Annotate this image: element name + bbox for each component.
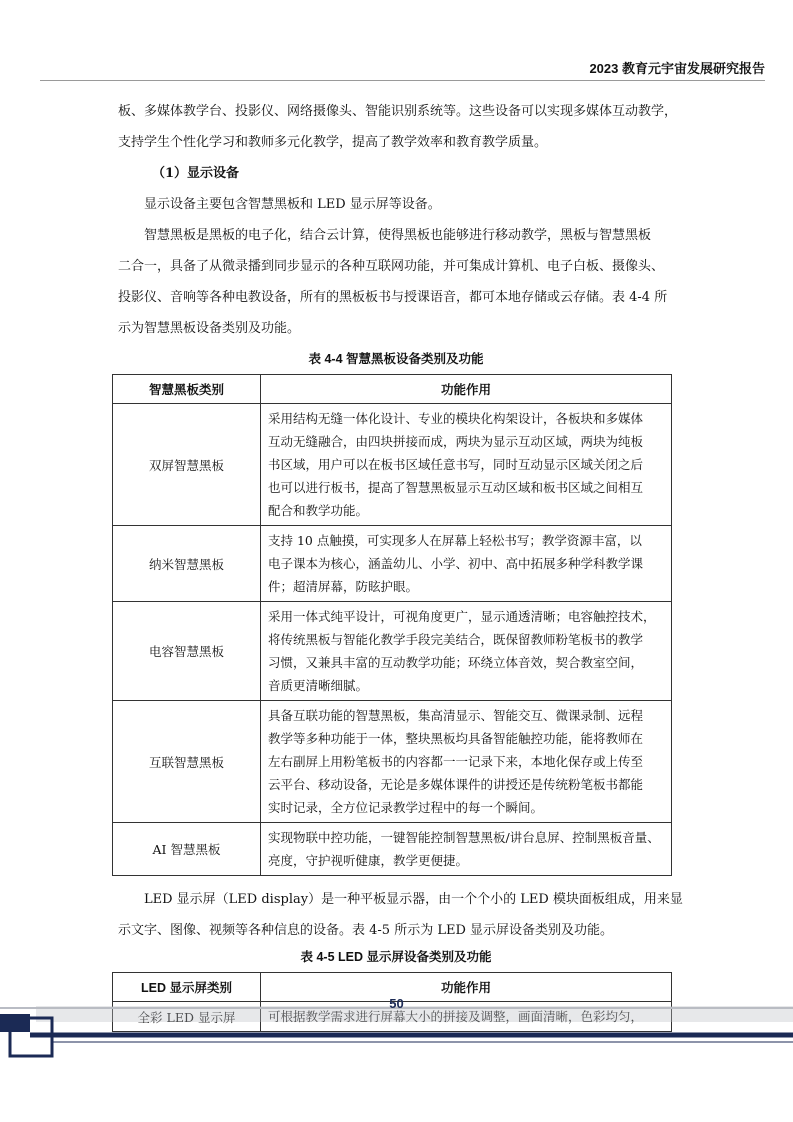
running-header-title: 2023 教育元宇宙发展研究报告 xyxy=(589,61,765,76)
table-4-4-body xyxy=(113,404,672,876)
table-row xyxy=(113,823,672,876)
cell-line: 书区域，用户可以在板书区域任意书写，同时互动显示区域关闭之后 xyxy=(268,457,644,472)
cell-line: 具备互联功能的智慧黑板，集高清显示、智能交互、微课录制、远程 xyxy=(268,708,644,723)
cell-line: 互动无缝融合，由四块拼接而成，两块为显示互动区域，两块为纯板 xyxy=(268,434,644,449)
header-rule xyxy=(40,80,765,81)
page-body xyxy=(118,96,683,1032)
function-cell xyxy=(261,701,672,823)
cell-line: 支持 10 点触摸，可实现多人在屏幕上轻松书写；教学资源丰富，以 xyxy=(268,533,642,548)
paragraph-line: 投影仪、音响等各种电教设备，所有的黑板板书与授课语音，都可本地存储或云存储。表 4-4 所 xyxy=(118,290,668,305)
table-4-5-caption: 表 4-5 LED 显示屏设备类别及功能 xyxy=(300,950,492,964)
function-cell xyxy=(261,404,672,526)
paragraph-line: 支持学生个性化学习和教师多元化教学，提高了教学效率和教育教学质量。 xyxy=(118,135,548,150)
cell-line: 配合和教学功能。 xyxy=(268,503,369,518)
category-cell: 互联智慧黑板 xyxy=(113,701,261,823)
column-header: 功能作用 xyxy=(261,973,672,1002)
cell-line: 实现物联中控功能，一键智能控制智慧黑板/讲台息屏、控制黑板音量、 xyxy=(268,830,660,845)
paragraph-line: LED 显示屏（LED display）是一种平板显示器，由一个个小的 LED 模块面板组成，用来显 xyxy=(144,892,683,907)
cell-line: 教学等多种功能于一体，整块黑板均具备智能触控功能，能将教师在 xyxy=(268,731,644,746)
cell-line: 件；超清屏幕，防眩护眼。 xyxy=(268,579,419,594)
paragraph-line: 示为智慧黑板设备类别及功能。 xyxy=(118,321,301,336)
cell-line: 将传统黑板与智能化教学手段完美结合，既保留教师粉笔板书的教学 xyxy=(268,632,644,647)
category-cell: 双屏智慧黑板 xyxy=(113,404,261,526)
paragraph-line: 示文字、图像、视频等各种信息的设备。表 4-5 所示为 LED 显示屏设备类别及功能。 xyxy=(118,923,614,938)
cell-line: 也可以进行板书，提高了智慧黑板显示互动区域和板书区域之间相互 xyxy=(268,480,644,495)
category-cell: 全彩 LED 显示屏 xyxy=(113,1002,261,1032)
cell-line: 音质更清晰细腻。 xyxy=(268,678,369,693)
section-subheading: （1）显示设备 xyxy=(152,166,240,181)
column-header: LED 显示屏类别 xyxy=(113,973,261,1002)
table-row xyxy=(113,526,672,602)
category-cell: 电容智慧黑板 xyxy=(113,602,261,701)
page-number: 50 xyxy=(389,996,404,1011)
cell-line: 左右副屏上用粉笔板书的内容都一一记录下来，本地化保存或上传至 xyxy=(268,754,644,769)
paragraph-line: 二合一，具备了从微录播到同步显示的各种互联网功能，并可集成计算机、电子白板、摄像头、 xyxy=(118,259,665,274)
cell-line: 采用结构无缝一体化设计、专业的模块化构架设计，各板块和多媒体 xyxy=(268,411,644,426)
table-row xyxy=(113,602,672,701)
cell-line: 实时记录，全方位记录教学过程中的每一个瞬间。 xyxy=(268,800,544,815)
cell-line: 电子课本为核心，涵盖幼儿、小学、初中、高中拓展多种学科教学课 xyxy=(268,556,644,571)
function-cell xyxy=(261,823,672,876)
category-cell: AI 智慧黑板 xyxy=(113,823,261,876)
cell-line: 云平台、移动设备，无论是多媒体课件的讲授还是传统粉笔板书都能 xyxy=(268,777,644,792)
column-header: 功能作用 xyxy=(261,375,672,404)
table-row xyxy=(113,701,672,823)
paragraph-line: 显示设备主要包含智慧黑板和 LED 显示屏等设备。 xyxy=(144,197,441,212)
table-4-4-caption: 表 4-4 智慧黑板设备类别及功能 xyxy=(308,352,484,366)
cell-line: 亮度，守护视听健康，教学更便捷。 xyxy=(268,853,469,868)
table-4-4 xyxy=(112,374,672,876)
function-cell xyxy=(261,602,672,701)
cell-line: 采用一体式纯平设计，可视角度更广，显示通透清晰；电容触控技术， xyxy=(268,609,656,624)
table-header-row xyxy=(113,375,672,404)
cell-line: 可根据教学需求进行屏幕大小的拼接及调整，画面清晰，色彩均匀， xyxy=(268,1009,644,1024)
category-cell: 纳米智慧黑板 xyxy=(113,526,261,602)
paragraph-line: 板、多媒体教学台、投影仪、网络摄像头、智能识别系统等。这些设备可以实现多媒体互动教学， xyxy=(118,104,678,119)
paragraph-line: 智慧黑板是黑板的电子化，结合云计算，使得黑板也能够进行移动教学，黑板与智慧黑板 xyxy=(144,228,652,243)
function-cell xyxy=(261,526,672,602)
table-row xyxy=(113,404,672,526)
column-header: 智慧黑板类别 xyxy=(113,375,261,404)
cell-line: 习惯，又兼具丰富的互动教学功能；环绕立体音效，契合教室空间， xyxy=(268,655,644,670)
